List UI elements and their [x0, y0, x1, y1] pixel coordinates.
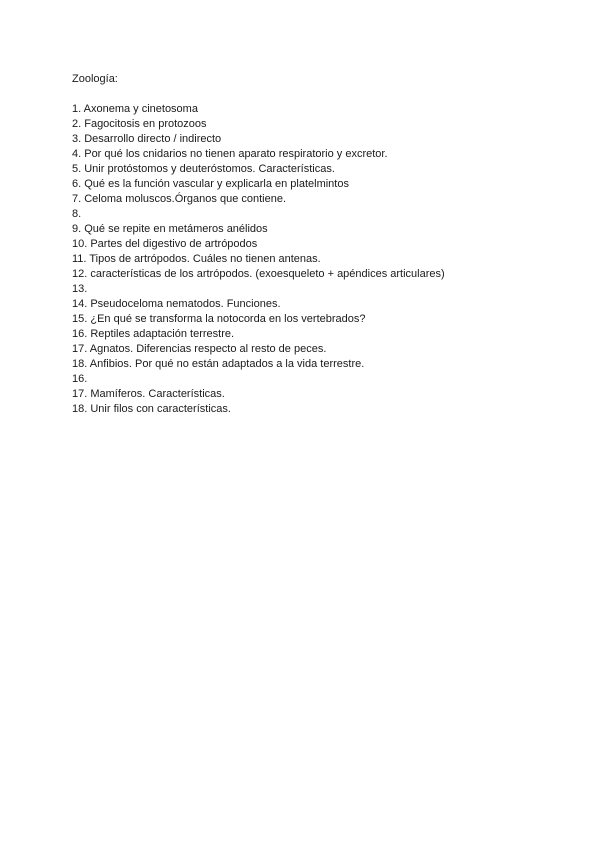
- list-item: 9. Qué se repite en metámeros anélidos: [72, 223, 268, 235]
- list-item: 18. Anfibios. Por qué no están adaptados a la vida terrestre.: [72, 358, 365, 370]
- list-item: 11. Tipos de artrópodos. Cuáles no tienen antenas.: [72, 253, 321, 265]
- list-item: 8.: [72, 208, 82, 220]
- list-item: 1. Axonema y cinetosoma: [72, 103, 198, 115]
- list-item: 16.: [72, 373, 88, 385]
- list-item: 16. Reptiles adaptación terrestre.: [72, 328, 235, 340]
- page-title: Zoología:: [72, 73, 118, 85]
- list-item: 18. Unir filos con características.: [72, 403, 231, 415]
- question-list: [72, 102, 445, 417]
- list-item: 3. Desarrollo directo / indirecto: [72, 133, 222, 145]
- list-item: 7. Celoma moluscos.Órganos que contiene.: [72, 193, 287, 205]
- list-item: 17. Agnatos. Diferencias respecto al resto de peces.: [72, 343, 327, 355]
- list-item: 12. características de los artrópodos. (exoesqueleto + apéndices articulares): [72, 268, 445, 280]
- list-item: 14. Pseudoceloma nematodos. Funciones.: [72, 298, 281, 310]
- list-item: 4. Por qué los cnidarios no tienen aparato respiratorio y excretor.: [72, 148, 388, 160]
- list-item: 13.: [72, 283, 88, 295]
- list-item: 6. Qué es la función vascular y explicarla en platelmintos: [72, 178, 349, 190]
- list-item: 2. Fagocitosis en protozoos: [72, 118, 207, 130]
- list-item: 5. Unir protóstomos y deuteróstomos. Características.: [72, 163, 335, 175]
- list-item: 10. Partes del digestivo de artrópodos: [72, 238, 258, 250]
- list-item: 17. Mamíferos. Características.: [72, 388, 225, 400]
- list-item: 15. ¿En qué se transforma la notocorda en los vertebrados?: [72, 313, 366, 325]
